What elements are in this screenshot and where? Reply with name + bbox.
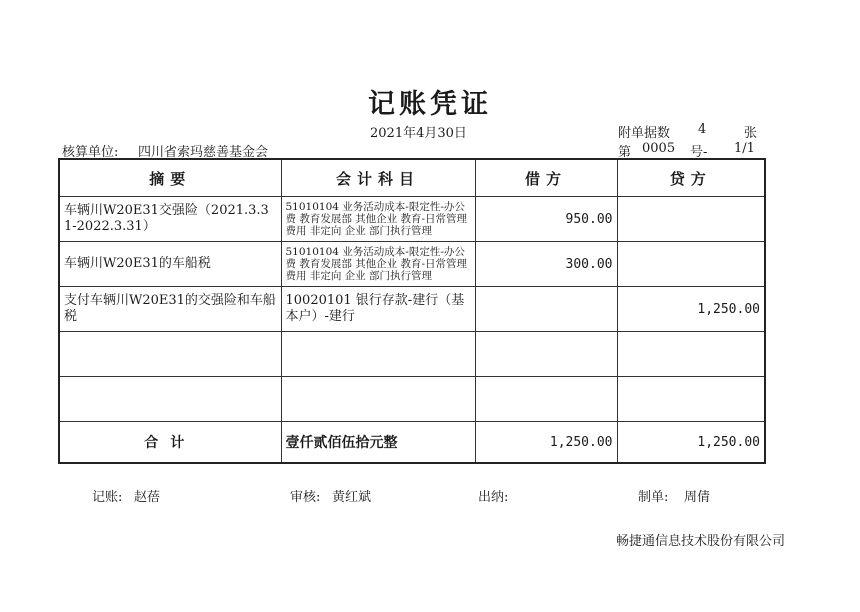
row-debit (475, 332, 617, 377)
row-summary: 车辆川W20E31交强险（2021.3.31-2022.3.31） (59, 197, 281, 242)
row-debit: 300.00 (475, 242, 617, 287)
total-amount-in-words: 壹仟贰佰伍拾元整 (281, 422, 475, 464)
table-row (59, 197, 765, 242)
total-credit: 1,250.00 (617, 422, 765, 464)
reviewer-label: 审核: (290, 490, 321, 505)
table-row (59, 377, 765, 422)
unit-name: 四川省索玛慈善基金会 (138, 145, 269, 160)
row-credit (617, 197, 765, 242)
total-debit: 1,250.00 (475, 422, 617, 464)
row-credit (617, 242, 765, 287)
page-indicator: 1/1 (734, 141, 755, 156)
table-row (59, 332, 765, 377)
attachments-unit: 张 (744, 126, 758, 141)
voucher-table (58, 158, 766, 464)
reviewer-name: 黄红斌 (332, 490, 372, 505)
row-summary: 支付车辆川W20E31的交强险和车船税 (59, 287, 281, 332)
header-debit: 借方 (475, 159, 617, 197)
total-label: 合计 (59, 422, 281, 464)
row-credit: 1,250.00 (617, 287, 765, 332)
table-row (59, 242, 765, 287)
preparer-label: 制单: (638, 490, 669, 505)
row-account: 10020101 银行存款-建行（基本户）-建行 (281, 287, 475, 332)
row-credit (617, 377, 765, 422)
cashier-label: 出纳: (478, 490, 509, 505)
row-debit: 950.00 (475, 197, 617, 242)
row-account (281, 332, 475, 377)
bookkeeper-name: 赵蓓 (134, 490, 161, 505)
voucher-date: 2021年4月30日 (370, 126, 467, 141)
table-header-row (59, 159, 765, 197)
row-debit (475, 287, 617, 332)
attachments-count: 4 (698, 122, 707, 137)
row-credit (617, 332, 765, 377)
row-account (281, 377, 475, 422)
row-account: 51010104 业务活动成本-限定性-办公费 教育发展部 其他企业 教育-日常管理费用 非定向 企业 部门执行管理 (281, 242, 475, 287)
header-account: 会计科目 (281, 159, 475, 197)
attachments-label: 附单据数 (618, 126, 671, 141)
voucher-title: 记账凭证 (368, 89, 492, 120)
header-summary: 摘要 (59, 159, 281, 197)
bookkeeper-label: 记账: (92, 490, 123, 505)
number-suffix: 号- (690, 145, 708, 160)
software-company: 畅捷通信息技术股份有限公司 (616, 534, 786, 549)
preparer-name: 周倩 (684, 490, 711, 505)
voucher-number: 0005 (642, 141, 676, 156)
header-credit: 贷方 (617, 159, 765, 197)
row-summary (59, 332, 281, 377)
table-row (59, 287, 765, 332)
unit-label: 核算单位: (62, 145, 119, 160)
row-summary: 车辆川W20E31的车船税 (59, 242, 281, 287)
row-debit (475, 377, 617, 422)
number-prefix: 第 (618, 145, 632, 160)
row-summary (59, 377, 281, 422)
row-account: 51010104 业务活动成本-限定性-办公费 教育发展部 其他企业 教育-日常管理费用 非定向 企业 部门执行管理 (281, 197, 475, 242)
total-row (59, 422, 765, 464)
